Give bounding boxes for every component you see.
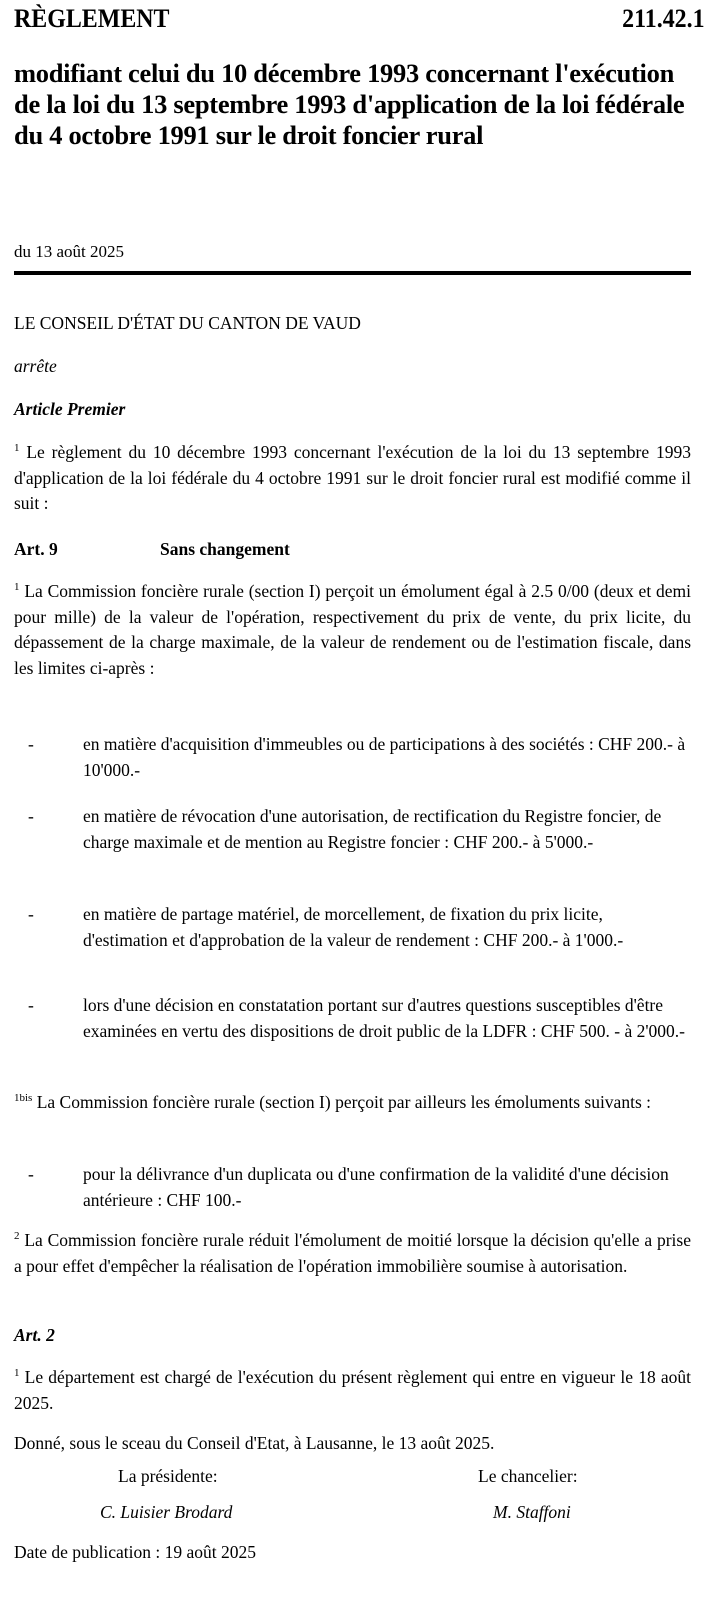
- art9-para2: [14, 1228, 691, 1279]
- para-text: La Commission foncière rurale réduit l'émolument de moitié lorsque la décision qu'elle a prise a pour effet d'empêcher la réalisation de l'opération immobilière soumise à autorisation.: [14, 1230, 691, 1276]
- dash-bullet: -: [28, 1164, 34, 1184]
- doc-subtitle: modifiant celui du 10 décembre 1993 concernant l'exécution de la loi du 13 septembre 1993 d'application de la loi fédérale du 4 octobre 1991 sur le droit foncier rural: [14, 58, 685, 150]
- list-item-text: en matière de partage matériel, de morcellement, de fixation du prix licite, d'estimation et d'approbation de la valeur de rendement : CHF 200.- à 1'000.-: [83, 904, 624, 950]
- document-header: [14, 4, 705, 34]
- dash-bullet: -: [28, 904, 34, 924]
- art2-para: [14, 1365, 691, 1416]
- art9-para1bis: [14, 1090, 691, 1116]
- signature-right-name: M. Staffoni: [493, 1502, 571, 1522]
- para-text: Le département est chargé de l'exécution du présent règlement qui entre en vigueur le 18 août 2025.: [14, 1367, 691, 1413]
- doc-number: 211.42.1: [622, 4, 705, 33]
- list-item-text: en matière d'acquisition d'immeubles ou de participations à des sociétés : CHF 200.- à 10'000.-: [83, 734, 686, 780]
- list-item-text: en matière de révocation d'une autorisation, de rectification du Registre foncier, de charge maximale et de mention au Registre foncier : CHF 200.- à 5'000.-: [83, 806, 662, 852]
- art9-para1: [14, 579, 691, 681]
- authority: LE CONSEIL D'ÉTAT DU CANTON DE VAUD: [14, 313, 361, 333]
- dash-bullet: -: [28, 734, 34, 754]
- signature-left-name: C. Luisier Brodard: [100, 1502, 233, 1522]
- signature-left-title: La présidente:: [118, 1466, 218, 1486]
- para-number: 1: [14, 1367, 20, 1380]
- para-number: 1: [14, 581, 20, 594]
- art9-heading: [14, 537, 691, 563]
- doc-date: du 13 août 2025: [14, 242, 125, 261]
- signature-right-title: Le chancelier:: [478, 1466, 578, 1486]
- list-item-text: lors d'une décision en constatation portant sur d'autres questions susceptibles d'être examinées en vertu des dispositions de droit public de la LDFR : CHF 500. - à 2'000.-: [83, 995, 685, 1041]
- art9-status: Sans changement: [160, 539, 290, 559]
- para-number: 2: [14, 1230, 20, 1243]
- header-divider: [14, 271, 691, 275]
- dash-bullet: -: [28, 995, 34, 1015]
- para-text: La Commission foncière rurale (section I) perçoit un émolument égal à 2.5 0/00 (deux et demi pour mille) de la valeur de l'opération, respectivement du prix de vente, du prix licite, du dépassement de la charge maximale, de la valeur de rendement ou de l'estimation fiscale, dans les limites ci-après :: [14, 581, 691, 678]
- publication-date: Date de publication : 19 août 2025: [14, 1542, 257, 1562]
- para-text: La Commission foncière rurale (section I) perçoit par ailleurs les émoluments suivants :: [36, 1092, 651, 1112]
- para-number: 1: [14, 442, 20, 455]
- article-premier-heading: Article Premier: [14, 399, 126, 419]
- closing-formula: Donné, sous le sceau du Conseil d'Etat, à Lausanne, le 13 août 2025.: [14, 1433, 495, 1453]
- art2-heading: Art. 2: [14, 1325, 55, 1345]
- para-number: 1bis: [14, 1092, 33, 1105]
- article-premier-para: [14, 440, 691, 517]
- decree: arrête: [14, 356, 57, 376]
- para-text: Le règlement du 10 décembre 1993 concernant l'exécution de la loi du 13 septembre 1993 d'application de la loi fédérale du 4 octobre 1991 sur le droit foncier rural est modifié comme il suit :: [14, 442, 691, 513]
- list-item-text: pour la délivrance d'un duplicata ou d'une confirmation de la validité d'une décision antérieure : CHF 100.-: [83, 1164, 669, 1210]
- art9-label: Art. 9: [14, 539, 58, 559]
- doc-type: RÈGLEMENT: [14, 4, 170, 33]
- dash-bullet: -: [28, 806, 34, 826]
